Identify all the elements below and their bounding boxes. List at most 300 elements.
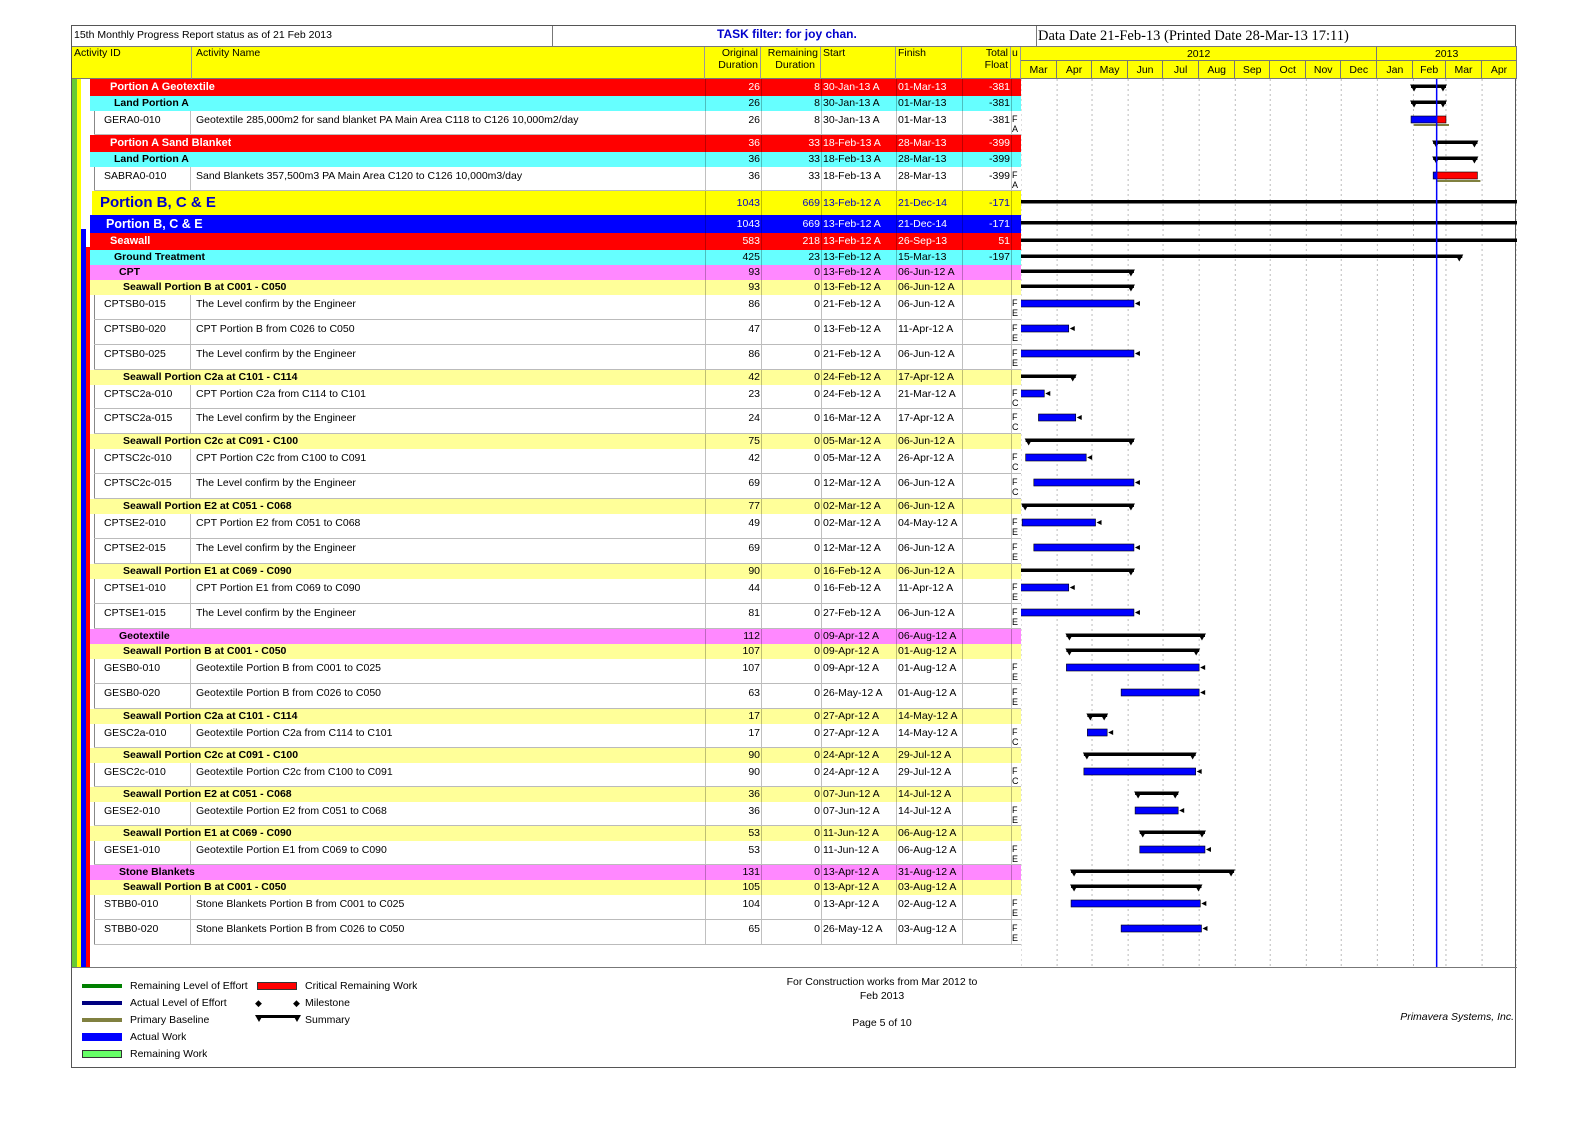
column-divider <box>761 434 762 449</box>
column-divider <box>821 920 822 944</box>
wbs-rd: 0 <box>814 630 820 642</box>
activity-start: 11-Jun-12 A <box>823 844 879 856</box>
wbs-start: 09-Apr-12 A <box>823 630 880 642</box>
activity-id: CPTSB0-020 <box>104 323 166 335</box>
column-divider <box>821 385 822 408</box>
column-divider <box>190 604 191 628</box>
row-left-border <box>94 920 95 944</box>
column-divider <box>190 474 191 498</box>
task-filter: TASK filter: for joy chan. <box>717 27 857 41</box>
column-divider <box>821 724 822 747</box>
activity-start: 02-Mar-12 A <box>823 517 881 529</box>
column-divider <box>962 409 963 433</box>
activity-row[interactable] <box>94 895 1021 920</box>
wbs-row[interactable] <box>90 709 1021 724</box>
column-divider <box>761 724 762 747</box>
activity-name: Stone Blankets Portion B from C001 to C025 <box>196 898 405 910</box>
activity-extra-2: C <box>1012 422 1019 432</box>
activity-row[interactable] <box>94 514 1021 539</box>
column-divider <box>821 434 822 449</box>
wbs-row[interactable] <box>90 499 1021 514</box>
report-title: 15th Monthly Progress Report status as of 21 Feb 2013 <box>74 29 332 41</box>
column-divider <box>1011 191 1012 215</box>
activity-finish: 01-Mar-13 <box>898 114 947 126</box>
column-divider <box>821 539 822 563</box>
column-divider <box>896 880 897 895</box>
gantt-relationship-arrow <box>1097 520 1102 525</box>
column-divider <box>1011 684 1012 708</box>
column-divider <box>1011 499 1012 514</box>
wbs-start: 13-Apr-12 A <box>823 881 880 893</box>
footer-note-line1: For Construction works from Mar 2012 to <box>786 976 978 988</box>
wbs-rd: 0 <box>814 266 820 278</box>
activity-extra: F <box>1012 452 1018 462</box>
column-divider <box>821 449 822 473</box>
column-divider <box>962 215 963 233</box>
column-divider <box>896 280 897 295</box>
row-left-border <box>94 474 95 498</box>
wbs-rd: 0 <box>814 710 820 722</box>
activity-start: 21-Feb-12 A <box>823 348 881 360</box>
row-left-border <box>94 841 95 864</box>
activity-rd: 0 <box>814 805 820 817</box>
column-divider <box>896 191 897 215</box>
column-divider <box>896 684 897 708</box>
activity-row[interactable] <box>94 167 1021 191</box>
column-divider <box>705 96 706 111</box>
activity-extra-2: E <box>1012 697 1019 707</box>
column-divider <box>190 802 191 825</box>
column-divider <box>896 564 897 579</box>
legend-actual-loe-swatch <box>82 1001 122 1005</box>
wbs-row[interactable] <box>90 564 1021 579</box>
column-divider <box>1011 564 1012 579</box>
activity-rd: 33 <box>808 170 820 182</box>
column-divider <box>962 629 963 644</box>
wbs-name: Ground Treatment <box>114 251 206 263</box>
legend-remaining-loe-swatch <box>82 984 122 988</box>
activity-finish: 29-Jul-12 A <box>898 766 952 778</box>
column-divider <box>705 474 706 498</box>
column-divider <box>705 215 706 233</box>
wbs-row[interactable] <box>90 280 1021 295</box>
activity-row[interactable] <box>94 320 1021 345</box>
column-divider <box>821 763 822 786</box>
column-divider <box>1011 96 1012 111</box>
activity-name: CPT Portion E1 from C069 to C090 <box>196 582 361 594</box>
column-divider <box>962 802 963 825</box>
activity-row[interactable] <box>94 841 1021 865</box>
column-divider <box>821 564 822 579</box>
column-divider <box>962 880 963 895</box>
activity-finish: 26-Apr-12 A <box>898 452 955 464</box>
activity-row[interactable] <box>94 763 1021 787</box>
wbs-finish: 28-Mar-13 <box>898 153 947 165</box>
activity-row[interactable] <box>94 449 1021 474</box>
column-divider <box>761 865 762 880</box>
activity-extra-2: C <box>1012 776 1019 786</box>
activity-name: Geotextile Portion E1 from C069 to C090 <box>196 844 387 856</box>
wbs-name: Seawall Portion C2a at C101 - C114 <box>123 710 298 722</box>
activity-id: GESB0-010 <box>104 662 161 674</box>
activity-finish: 14-Jul-12 A <box>898 805 952 817</box>
wbs-row[interactable] <box>90 79 1021 96</box>
column-divider <box>962 449 963 473</box>
wbs-tf: -171 <box>988 218 1010 230</box>
wbs-finish: 21-Dec-14 <box>898 197 948 209</box>
timescale-years <box>1021 47 1517 61</box>
column-divider <box>962 841 963 864</box>
column-divider <box>962 265 963 280</box>
wbs-rd: 0 <box>814 788 820 800</box>
gantt-summary-bar <box>1021 285 1134 289</box>
legend <box>80 971 500 1066</box>
column-divider <box>962 564 963 579</box>
column-divider <box>896 787 897 802</box>
column-divider <box>896 474 897 498</box>
wbs-row[interactable] <box>90 880 1021 895</box>
activity-od: 49 <box>748 517 760 529</box>
column-divider <box>962 826 963 841</box>
activity-rd: 0 <box>814 582 820 594</box>
activity-name: The Level confirm by the Engineer <box>196 298 356 310</box>
column-divider <box>1011 167 1012 190</box>
activity-id: CPTSB0-015 <box>104 298 166 310</box>
wbs-start: 11-Jun-12 A <box>823 827 879 839</box>
wbs-row[interactable] <box>90 826 1021 841</box>
wbs-rd: 8 <box>814 81 820 93</box>
activity-finish: 28-Mar-13 <box>898 170 947 182</box>
activity-extra-2: E <box>1012 552 1019 562</box>
column-divider <box>962 895 963 919</box>
col-header-extra[interactable] <box>1011 47 1021 79</box>
activity-extra-2: E <box>1012 933 1019 943</box>
wbs-row[interactable] <box>90 265 1021 280</box>
timescale-month: Oct <box>1270 61 1306 79</box>
wbs-rd: 0 <box>814 565 820 577</box>
column-divider <box>962 748 963 763</box>
col-header-finish[interactable] <box>896 47 962 79</box>
wbs-row[interactable] <box>90 370 1021 385</box>
column-divider <box>705 250 706 265</box>
gantt-summary-bar <box>1021 200 1517 204</box>
gantt-critical-remaining-bar <box>1437 116 1446 123</box>
column-divider <box>705 79 706 96</box>
wbs-row[interactable] <box>92 191 1021 215</box>
gantt-relationship-arrow <box>1201 901 1206 906</box>
column-divider <box>705 499 706 514</box>
row-left-border <box>94 724 95 747</box>
wbs-row[interactable] <box>90 865 1021 880</box>
activity-id: GESE2-010 <box>104 805 161 817</box>
row-left-border <box>94 763 95 786</box>
column-divider <box>821 629 822 644</box>
legend-summary-icon <box>255 1015 301 1025</box>
column-divider <box>962 96 963 111</box>
column-divider <box>821 514 822 538</box>
gantt-actual-bar <box>1021 300 1134 307</box>
column-divider <box>761 191 762 215</box>
row-left-border <box>94 167 95 190</box>
column-divider <box>821 841 822 864</box>
activity-start: 27-Feb-12 A <box>823 607 881 619</box>
activity-finish: 11-Apr-12 A <box>898 582 954 594</box>
col-header-original-duration[interactable] <box>705 47 761 79</box>
activity-extra-2: E <box>1012 358 1019 368</box>
legend-baseline-swatch <box>82 1018 122 1022</box>
column-divider <box>190 111 191 134</box>
column-divider <box>761 215 762 233</box>
activity-tf: -399 <box>988 170 1010 182</box>
wbs-finish: 01-Mar-13 <box>898 81 947 93</box>
column-divider <box>962 79 963 96</box>
column-divider <box>1011 748 1012 763</box>
wbs-name: Seawall <box>110 235 151 247</box>
wbs-finish: 06-Aug-12 A <box>898 630 957 642</box>
gantt-baseline-bar <box>1414 124 1449 126</box>
column-divider <box>190 385 191 408</box>
wbs-od: 36 <box>748 137 760 149</box>
activity-rd: 0 <box>814 452 820 464</box>
gantt-relationship-arrow <box>1070 326 1075 331</box>
gantt-actual-bar <box>1021 584 1069 591</box>
column-divider <box>1011 920 1012 944</box>
activity-row[interactable] <box>94 345 1021 370</box>
wbs-finish: 03-Aug-12 A <box>898 881 957 893</box>
column-divider <box>705 449 706 473</box>
gantt-actual-bar <box>1084 768 1196 775</box>
column-divider <box>761 709 762 724</box>
gantt-actual-bar <box>1087 729 1107 736</box>
column-divider <box>1011 802 1012 825</box>
column-divider <box>761 320 762 344</box>
column-divider <box>705 865 706 880</box>
column-divider <box>1011 709 1012 724</box>
column-divider <box>962 434 963 449</box>
wbs-row[interactable] <box>90 644 1021 659</box>
wbs-row[interactable] <box>90 629 1021 644</box>
gantt-relationship-arrow <box>1087 455 1092 460</box>
gantt-summary-bar <box>1022 504 1134 508</box>
row-left-border <box>94 385 95 408</box>
activity-name: The Level confirm by the Engineer <box>196 542 356 554</box>
wbs-row[interactable] <box>90 233 1021 250</box>
column-divider <box>761 604 762 628</box>
column-divider <box>761 684 762 708</box>
activity-rd: 0 <box>814 323 820 335</box>
activity-row[interactable] <box>94 409 1021 434</box>
activity-finish: 01-Aug-12 A <box>898 687 957 699</box>
column-divider <box>962 579 963 603</box>
activity-start: 09-Apr-12 A <box>823 662 880 674</box>
wbs-row[interactable] <box>90 152 1021 167</box>
column-divider <box>190 320 191 344</box>
activity-extra: F <box>1012 517 1018 527</box>
wbs-rd: 0 <box>814 371 820 383</box>
activity-row[interactable] <box>94 539 1021 564</box>
column-divider <box>821 96 822 111</box>
column-divider <box>1011 880 1012 895</box>
wbs-rd: 0 <box>814 500 820 512</box>
column-divider <box>1011 250 1012 265</box>
activity-row[interactable] <box>94 604 1021 629</box>
column-divider <box>761 539 762 563</box>
activity-extra: F <box>1012 607 1018 617</box>
column-divider <box>896 579 897 603</box>
wbs-start: 30-Jan-13 A <box>823 97 880 109</box>
wbs-start: 13-Feb-12 A <box>823 218 881 230</box>
column-divider <box>705 434 706 449</box>
activity-start: 24-Apr-12 A <box>823 766 880 778</box>
activity-extra: F <box>1012 114 1018 124</box>
column-divider <box>761 564 762 579</box>
column-divider <box>761 763 762 786</box>
gantt-summary-bar <box>1021 569 1134 573</box>
col-header-remaining-duration[interactable] <box>761 47 821 79</box>
activity-rd: 0 <box>814 687 820 699</box>
wbs-row[interactable] <box>90 434 1021 449</box>
column-divider <box>705 370 706 385</box>
wbs-rd: 0 <box>814 866 820 878</box>
activity-table <box>72 79 1021 967</box>
column-divider <box>705 644 706 659</box>
column-divider <box>821 748 822 763</box>
legend-critical-swatch <box>257 982 297 990</box>
activity-row[interactable] <box>94 659 1021 684</box>
column-divider <box>190 579 191 603</box>
column-divider <box>896 826 897 841</box>
activity-rd: 0 <box>814 766 820 778</box>
column-divider <box>896 499 897 514</box>
col-header-start[interactable] <box>821 47 896 79</box>
footer-note-line2: Feb 2013 <box>859 990 905 1002</box>
column-divider <box>896 629 897 644</box>
activity-row[interactable] <box>94 474 1021 499</box>
activity-extra: F <box>1012 412 1018 422</box>
activity-row[interactable] <box>94 295 1021 320</box>
wbs-row[interactable] <box>90 250 1021 265</box>
activity-extra: F <box>1012 844 1018 854</box>
activity-id: SABRA0-010 <box>104 170 167 182</box>
column-divider <box>896 295 897 319</box>
column-divider <box>761 96 762 111</box>
column-divider <box>705 295 706 319</box>
column-divider <box>1011 345 1012 369</box>
column-divider <box>1011 449 1012 473</box>
activity-id: CPTSC2a-015 <box>104 412 173 424</box>
gantt-actual-bar <box>1071 900 1200 907</box>
legend-milestone-icon-right: ◆ <box>293 998 300 1008</box>
column-divider <box>705 880 706 895</box>
column-divider <box>761 265 762 280</box>
wbs-rd: 33 <box>808 153 820 165</box>
column-divider <box>821 579 822 603</box>
activity-finish: 03-Aug-12 A <box>898 923 957 935</box>
activity-extra-2: C <box>1012 462 1019 472</box>
column-divider <box>962 684 963 708</box>
activity-rd: 0 <box>814 412 820 424</box>
col-header-total-float[interactable] <box>962 47 1011 79</box>
title-bar <box>72 26 1517 47</box>
activity-row[interactable] <box>94 111 1021 135</box>
column-divider <box>1011 280 1012 295</box>
wbs-row[interactable] <box>90 748 1021 763</box>
column-divider <box>705 920 706 944</box>
wbs-od: 90 <box>748 749 760 761</box>
column-divider <box>962 370 963 385</box>
wbs-name: Stone Blankets <box>119 866 195 878</box>
activity-od: 47 <box>748 323 760 335</box>
activity-extra: F <box>1012 923 1018 933</box>
column-divider <box>962 320 963 344</box>
timescale-year: 2013 <box>1377 47 1517 61</box>
column-divider <box>190 659 191 683</box>
column-divider <box>761 787 762 802</box>
column-divider <box>705 514 706 538</box>
activity-row[interactable] <box>94 684 1021 709</box>
activity-row[interactable] <box>94 920 1021 945</box>
column-divider <box>761 111 762 134</box>
wbs-row[interactable] <box>90 135 1021 152</box>
activity-finish: 06-Jun-12 A <box>898 348 955 360</box>
column-divider <box>190 514 191 538</box>
column-divider <box>1011 629 1012 644</box>
wbs-row[interactable] <box>90 787 1021 802</box>
legend-actual-work-swatch <box>82 1033 122 1041</box>
wbs-name: Seawall Portion E2 at C051 - C068 <box>123 788 292 800</box>
activity-od: 86 <box>748 348 760 360</box>
activity-start: 27-Apr-12 A <box>823 727 880 739</box>
column-divider <box>705 763 706 786</box>
column-divider <box>962 514 963 538</box>
gantt-summary-bar <box>1066 634 1205 638</box>
column-divider <box>705 684 706 708</box>
activity-extra-2: C <box>1012 737 1019 747</box>
gantt-actual-bar <box>1034 479 1134 486</box>
activity-tf: -381 <box>988 114 1010 126</box>
wbs-row[interactable] <box>90 215 1021 233</box>
row-left-border <box>94 409 95 433</box>
column-divider <box>896 539 897 563</box>
column-divider <box>896 215 897 233</box>
timescale-month: Aug <box>1199 61 1235 79</box>
wbs-row[interactable] <box>90 96 1021 111</box>
wbs-start: 13-Feb-12 A <box>823 251 881 263</box>
footer-vendor: Primavera Systems, Inc. <box>1400 1011 1514 1023</box>
column-divider <box>705 265 706 280</box>
wbs-od: 425 <box>742 251 760 263</box>
activity-start: 13-Apr-12 A <box>823 898 880 910</box>
row-left-border <box>94 802 95 825</box>
timescale-month: Mar <box>1021 61 1057 79</box>
column-divider <box>821 215 822 233</box>
column-divider <box>821 135 822 152</box>
activity-row[interactable] <box>94 802 1021 826</box>
activity-od: 23 <box>748 388 760 400</box>
col-header-activity-id[interactable] <box>72 47 192 79</box>
activity-extra: F <box>1012 170 1018 180</box>
activity-row[interactable] <box>94 724 1021 748</box>
activity-row[interactable] <box>94 579 1021 604</box>
activity-rd: 0 <box>814 298 820 310</box>
activity-row[interactable] <box>94 385 1021 409</box>
activity-extra-2: E <box>1012 617 1019 627</box>
col-header-activity-name[interactable] <box>192 47 705 79</box>
wbs-od: 26 <box>748 97 760 109</box>
legend-milestone-label: Milestone <box>305 997 350 1009</box>
wbs-start: 07-Jun-12 A <box>823 788 880 800</box>
activity-rd: 0 <box>814 607 820 619</box>
